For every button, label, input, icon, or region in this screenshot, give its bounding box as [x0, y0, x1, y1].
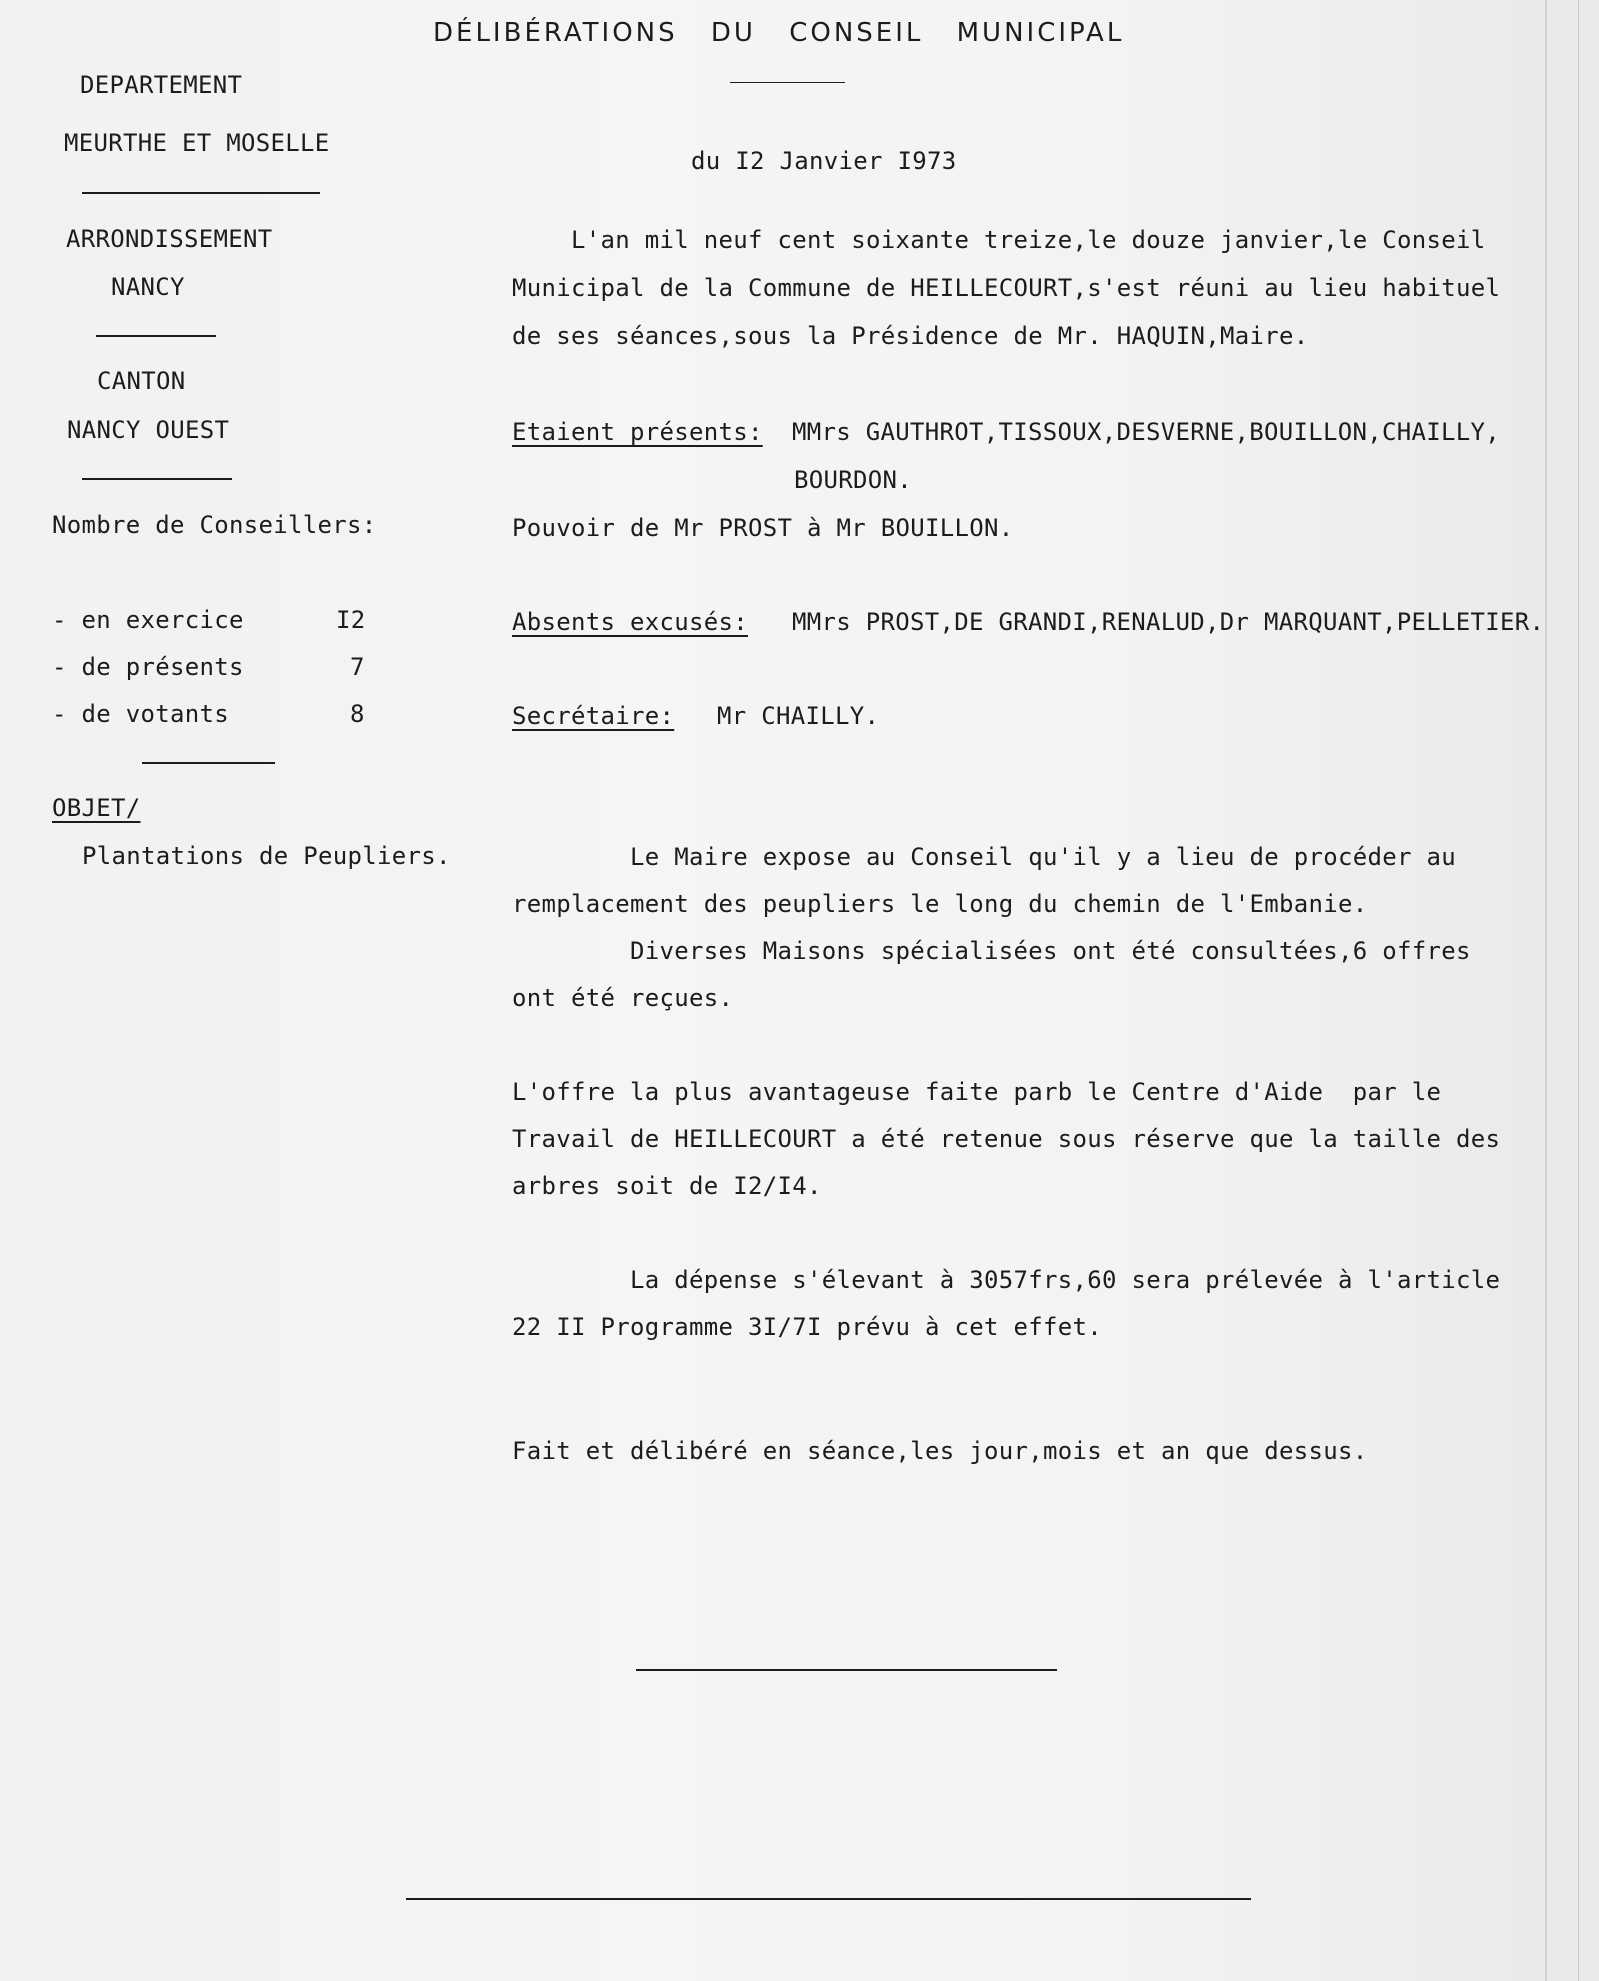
count-exercice-value: I2 — [336, 606, 366, 634]
expose-line: Diverses Maisons spécialisées ont été consultées,6 offres — [512, 937, 1471, 965]
intro-line: Municipal de la Commune de HEILLECOURT,s'est réuni au lieu habituel — [512, 274, 1501, 302]
divider — [96, 335, 216, 337]
page-edge-shadow — [1578, 0, 1579, 1981]
offre-line: arbres soit de I2/I4. — [512, 1172, 822, 1200]
bottom-rule — [406, 1898, 1251, 1900]
offre-line: Travail de HEILLECOURT a été retenue sous réserve que la taille des — [512, 1125, 1501, 1153]
page-edge — [1545, 0, 1547, 1981]
arrondissement-label: ARRONDISSEMENT — [66, 225, 273, 253]
divider — [82, 478, 232, 480]
depense-line: La dépense s'élevant à 3057frs,60 sera prélevée à l'article — [512, 1266, 1501, 1294]
count-exercice-label: - en exercice — [52, 606, 244, 634]
signature-line — [636, 1669, 1057, 1671]
departement-label: DEPARTEMENT — [80, 71, 243, 99]
expose-line: ont été reçues. — [512, 984, 734, 1012]
divider — [142, 762, 275, 764]
presents-names: BOURDON. — [794, 466, 912, 494]
pouvoir-text: Pouvoir de Mr PROST à Mr BOUILLON. — [512, 514, 1014, 542]
canton-label: CANTON — [97, 367, 186, 395]
count-presents-label: - de présents — [52, 653, 244, 681]
secretaire-name: Mr CHAILLY. — [717, 702, 880, 730]
intro-line: L'an mil neuf cent soixante treize,le douze janvier,le Conseil — [512, 226, 1486, 254]
arrondissement-value: NANCY — [111, 273, 185, 301]
title-underline — [730, 82, 845, 83]
objet-value: Plantations de Peupliers. — [82, 842, 451, 870]
presents-names: MMrs GAUTHROT,TISSOUX,DESVERNE,BOUILLON,CHAILLY, — [792, 418, 1500, 446]
secretaire-label: Secrétaire: — [512, 702, 675, 730]
count-votants-value: 8 — [350, 700, 365, 728]
meeting-date: du I2 Janvier I973 — [691, 147, 957, 175]
intro-line: de ses séances,sous la Présidence de Mr. HAQUIN,Maire. — [512, 322, 1309, 350]
departement-value: MEURTHE ET MOSELLE — [64, 129, 330, 157]
expose-line: Le Maire expose au Conseil qu'il y a lieu de procéder au — [512, 843, 1456, 871]
expose-line: remplacement des peupliers le long du chemin de l'Embanie. — [512, 890, 1368, 918]
document-title: DÉLIBÉRATIONS DU CONSEIL MUNICIPAL — [433, 18, 1125, 48]
closing-statement: Fait et délibéré en séance,les jour,mois et an que dessus. — [512, 1437, 1368, 1465]
count-votants-label: - de votants — [52, 700, 229, 728]
count-presents-value: 7 — [350, 653, 365, 681]
divider — [82, 192, 320, 194]
absents-label: Absents excusés: — [512, 608, 748, 636]
offre-line: L'offre la plus avantageuse faite parb le Centre d'Aide par le — [512, 1078, 1442, 1106]
conseillers-label: Nombre de Conseillers: — [52, 511, 377, 539]
absents-names: MMrs PROST,DE GRANDI,RENALUD,Dr MARQUANT,PELLETIER. — [792, 608, 1545, 636]
canton-value: NANCY OUEST — [67, 416, 230, 444]
objet-label: OBJET/ — [52, 794, 141, 822]
presents-label: Etaient présents: — [512, 418, 763, 446]
depense-line: 22 II Programme 3I/7I prévu à cet effet. — [512, 1313, 1102, 1341]
